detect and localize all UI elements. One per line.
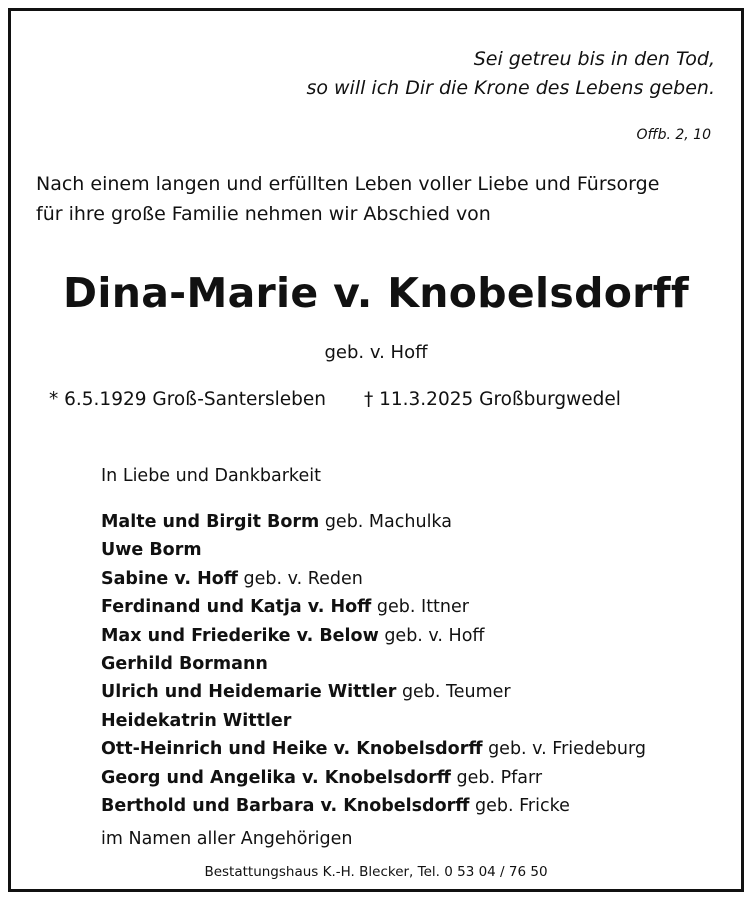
mourner-name: Uwe Borm (101, 540, 202, 561)
mourner-name: Heidekatrin Wittler (101, 710, 292, 731)
mourner-maiden-name: geb. v. Friedeburg (482, 739, 646, 760)
mourner-entry (101, 735, 646, 763)
mourner-maiden-name: geb. Machulka (319, 512, 452, 532)
intro-line-2: für ihre große Familie nehmen wir Abschied von (36, 203, 491, 225)
mourner-maiden-name: geb. Fricke (469, 796, 570, 817)
mourner-entry (101, 508, 646, 536)
mourner-name: Gerhild Bormann (101, 654, 268, 675)
mourner-name: Georg und Angelika v. Knobelsdorff (101, 767, 451, 788)
mourner-maiden-name: geb. Pfarr (450, 767, 543, 788)
death-date: † 11.3.2025 Großburgwedel (363, 389, 621, 410)
mourners-list (101, 508, 646, 820)
intro-line-1: Nach einem langen und erfüllten Leben voller Liebe und Fürsorge (36, 173, 660, 195)
mourner-entry (101, 764, 646, 792)
mourner-entry (101, 650, 646, 678)
closing-text: im Namen aller Angehörigen (101, 829, 353, 849)
mourner-maiden-name: geb. v. Reden (237, 568, 363, 589)
mourner-entry (101, 792, 646, 820)
birth-date: * 6.5.1929 Groß-Santersleben (49, 389, 326, 410)
mourner-entry (101, 707, 646, 735)
deceased-name: Dina-Marie v. Knobelsdorff (63, 269, 689, 317)
bible-verse (306, 45, 715, 103)
mourner-entry (101, 565, 646, 593)
funeral-home: Bestattungshaus K.-H. Blecker, Tel. 0 53 04 / 76 50 (204, 864, 548, 880)
mourner-entry (101, 678, 646, 706)
mourner-entry (101, 622, 646, 650)
mourner-name: Max und Friederike v. Below (101, 625, 379, 646)
verse-line-1: Sei getreu bis in den Tod, (473, 48, 715, 70)
mourner-name: Sabine v. Hoff (101, 568, 238, 589)
mourner-name: Ulrich und Heidemarie Wittler (101, 682, 397, 703)
mourner-entry (101, 593, 646, 621)
obituary-frame (8, 8, 744, 892)
mourners-intro: In Liebe und Dankbarkeit (101, 466, 321, 486)
intro-text (36, 169, 736, 229)
mourner-name: Ott-Heinrich und Heike v. Knobelsdorff (101, 739, 483, 760)
mourner-name: Malte und Birgit Borm (101, 512, 320, 532)
mourner-name: Berthold und Barbara v. Knobelsdorff (101, 796, 470, 817)
life-dates (49, 389, 729, 410)
mourner-entry (101, 536, 646, 564)
verse-line-2: so will ich Dir die Krone des Lebens geben. (306, 77, 715, 99)
mourner-maiden-name: geb. Ittner (371, 597, 469, 618)
mourner-maiden-name: geb. v. Hoff (378, 625, 485, 646)
mourner-maiden-name: geb. Teumer (396, 682, 511, 703)
verse-reference: Offb. 2, 10 (636, 127, 711, 143)
mourner-name: Ferdinand und Katja v. Hoff (101, 597, 372, 618)
birth-name: geb. v. Hoff (324, 342, 428, 363)
